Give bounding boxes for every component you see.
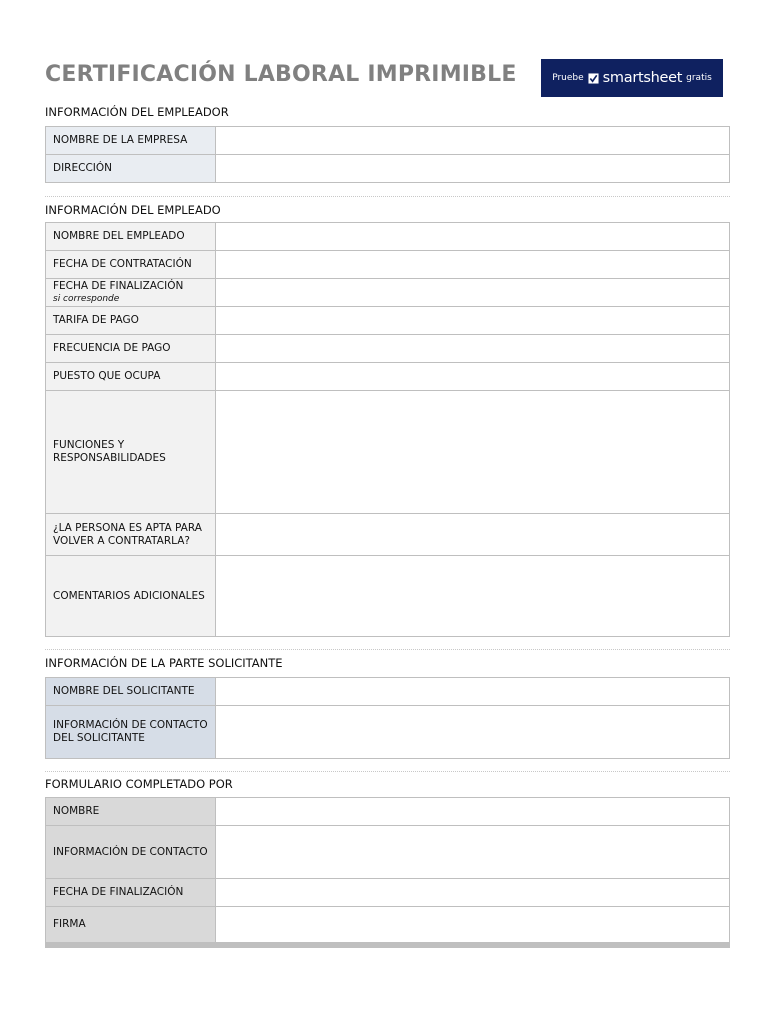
field-label: ¿LA PERSONA ES APTA PARA VOLVER A CONTRATARLA?	[46, 514, 216, 556]
requester-table	[45, 677, 730, 759]
table-row	[46, 907, 730, 943]
signature-field[interactable]	[216, 907, 730, 943]
pay-rate-field[interactable]	[216, 307, 730, 335]
field-label: NOMBRE	[46, 798, 216, 826]
field-label: FECHA DE FINALIZACIÓN	[46, 879, 216, 907]
completed-by-section-heading: FORMULARIO COMPLETADO POR	[45, 777, 233, 791]
section-divider	[45, 771, 730, 772]
section-divider	[45, 196, 730, 197]
table-row	[46, 879, 730, 907]
table-row	[46, 798, 730, 826]
table-row	[46, 335, 730, 363]
table-row	[46, 391, 730, 514]
employer-table	[45, 126, 730, 183]
table-row	[46, 826, 730, 879]
table-row	[46, 223, 730, 251]
completed-by-table	[45, 797, 730, 943]
table-row	[46, 706, 730, 759]
field-label: FUNCIONES Y RESPONSABILIDADES	[46, 391, 216, 514]
pay-frequency-field[interactable]	[216, 335, 730, 363]
field-label: FRECUENCIA DE PAGO	[46, 335, 216, 363]
rehire-eligible-field[interactable]	[216, 514, 730, 556]
field-label	[46, 279, 216, 307]
requester-name-field[interactable]	[216, 678, 730, 706]
requester-section-heading: INFORMACIÓN DE LA PARTE SOLICITANTE	[45, 656, 283, 670]
employee-table	[45, 222, 730, 637]
hire-date-field[interactable]	[216, 251, 730, 279]
smartsheet-trial-banner[interactable]	[541, 59, 723, 97]
section-divider	[45, 649, 730, 650]
table-row	[46, 514, 730, 556]
field-label: FIRMA	[46, 907, 216, 943]
banner-prefix: Pruebe	[552, 73, 584, 83]
employee-section-heading: INFORMACIÓN DEL EMPLEADO	[45, 203, 221, 217]
position-field[interactable]	[216, 363, 730, 391]
employee-name-field[interactable]	[216, 223, 730, 251]
table-row	[46, 307, 730, 335]
field-note: si corresponde	[53, 293, 120, 304]
table-row	[46, 251, 730, 279]
smartsheet-check-icon	[588, 73, 599, 84]
field-label: NOMBRE DE LA EMPRESA	[46, 127, 216, 155]
table-row	[46, 155, 730, 183]
company-name-field[interactable]	[216, 127, 730, 155]
field-label: COMENTARIOS ADICIONALES	[46, 556, 216, 637]
table-row	[46, 279, 730, 307]
field-label: FECHA DE CONTRATACIÓN	[46, 251, 216, 279]
end-date-field[interactable]	[216, 279, 730, 307]
field-label: NOMBRE DEL SOLICITANTE	[46, 678, 216, 706]
field-label: NOMBRE DEL EMPLEADO	[46, 223, 216, 251]
banner-suffix: gratis	[686, 73, 712, 83]
duties-field[interactable]	[216, 391, 730, 514]
field-label: INFORMACIÓN DE CONTACTO DEL SOLICITANTE	[46, 706, 216, 759]
address-field[interactable]	[216, 155, 730, 183]
field-label: INFORMACIÓN DE CONTACTO	[46, 826, 216, 879]
field-label: TARIFA DE PAGO	[46, 307, 216, 335]
table-row	[46, 127, 730, 155]
table-row	[46, 363, 730, 391]
requester-contact-field[interactable]	[216, 706, 730, 759]
additional-comments-field[interactable]	[216, 556, 730, 637]
field-label: PUESTO QUE OCUPA	[46, 363, 216, 391]
employer-section-heading: INFORMACIÓN DEL EMPLEADOR	[45, 105, 229, 119]
table-row	[46, 556, 730, 637]
table-row	[46, 678, 730, 706]
page-title: CERTIFICACIÓN LABORAL IMPRIMIBLE	[45, 62, 517, 87]
bottom-rule	[45, 943, 730, 948]
completion-date-field[interactable]	[216, 879, 730, 907]
banner-brand: smartsheet	[602, 70, 683, 86]
field-label-text: FECHA DE FINALIZACIÓN	[53, 279, 184, 292]
field-label: DIRECCIÓN	[46, 155, 216, 183]
completer-contact-field[interactable]	[216, 826, 730, 879]
completer-name-field[interactable]	[216, 798, 730, 826]
